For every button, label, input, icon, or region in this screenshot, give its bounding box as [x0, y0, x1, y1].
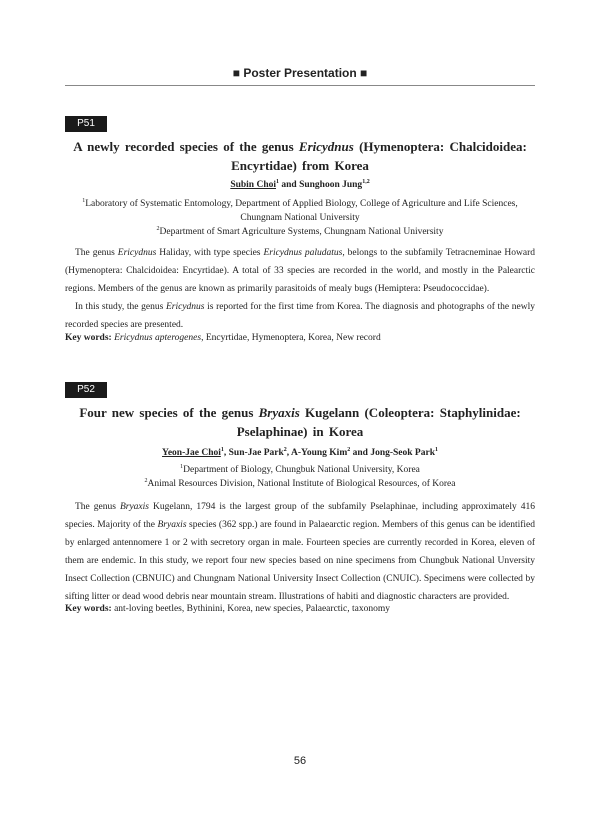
text: The genus [75, 502, 120, 512]
co-author: and Jong-Seok Park [350, 448, 435, 458]
keywords-p52 [65, 604, 535, 614]
text: The genus [75, 248, 118, 258]
keywords-label: Key words: [65, 333, 115, 343]
co-author: and Sunghoon Jung [279, 180, 363, 190]
title-genus: Bryaxis [258, 405, 300, 420]
header-rule [65, 85, 535, 86]
abstract-badge-p51: P51 [65, 116, 107, 132]
abstract-body-p51 [65, 244, 535, 334]
affil-mark: 1 [180, 463, 184, 470]
affiliation-2-p51 [65, 225, 535, 239]
title-text: Kugelann (Coleoptera: Staphylinidae: Pselaphinae) in Korea [236, 405, 521, 439]
species-name: Ericydnus paludatus [263, 248, 343, 258]
abstract-title-p51 [65, 137, 535, 175]
title-text: A newly recorded species of the genus [73, 139, 299, 154]
author-affil-mark: 2 [283, 446, 287, 453]
title-text: (Hymenoptera: Chalcidoidea: Encyrtidae) from Korea [231, 139, 527, 173]
keywords-text: ant-loving beetles, Bythinini, Korea, new species, Palaearctic, taxonomy [114, 604, 391, 614]
keyword-species: Ericydnus apterogenes [114, 333, 202, 343]
running-header: ■ Poster Presentation ■ [232, 66, 368, 80]
text: Kugelann, 1794 is the largest group of the subfamily Pselaphinae, including approximately 416 species. Majority of the [65, 502, 535, 530]
text: In this study, the genus [75, 302, 166, 312]
author-affil-mark: 1 [276, 178, 279, 185]
affil-text: Department of Smart Agriculture Systems, Chungnam National University [159, 227, 444, 237]
paragraph [65, 498, 535, 606]
abstract-badge-p52: P52 [65, 382, 107, 398]
genus-name: Ericydnus [117, 248, 157, 258]
author-affil-mark: 1 [434, 446, 438, 453]
affil-mark: 2 [144, 477, 148, 484]
affil-mark: 1 [82, 197, 86, 204]
affil-text: Animal Resources Division, National Institute of Biological Resources, of Korea [147, 479, 456, 489]
paragraph [65, 244, 535, 298]
author-affil-mark: 1 [220, 446, 224, 453]
co-author: , A-Young Kim [286, 448, 348, 458]
co-author: , Sun-Jae Park [223, 448, 284, 458]
genus-name: Bryaxis [157, 520, 187, 530]
affiliation-1-p52 [65, 463, 535, 477]
title-genus: Ericydnus [298, 139, 354, 154]
presenting-author: Yeon-Jae Choi [162, 448, 221, 458]
page-number: 56 [293, 755, 307, 767]
presenting-author: Subin Choi [230, 180, 276, 190]
author-affil-mark: 2 [347, 446, 351, 453]
affil-text: Laboratory of Systematic Entomology, Department of Applied Biology, College of Agriculture and Life Sciences, Chungnam National University [85, 199, 518, 223]
affiliation-1-p51 [65, 197, 535, 225]
text: , belongs to the subfamily Tetracneminae Howard (Hymenoptera: Chalcidoidea: Encyrtidae). A total of 33 species are recorded in the world, and mostly in the Palearctic regions. Members of the genus are known as primarily parasitoids of mealy bugs (Hemiptera: Pseudococcidae). [65, 248, 536, 294]
paragraph [65, 298, 535, 334]
author-affil-mark: 1,2 [362, 178, 370, 185]
affil-mark: 2 [156, 225, 160, 232]
text: is reported for the first time from Korea. The diagnosis and photographs of the newly recorded species are presented. [65, 302, 535, 330]
title-text: Four new species of the genus [79, 405, 259, 420]
author-list-p52 [65, 448, 535, 458]
abstract-title-p52 [65, 403, 535, 441]
affil-text: Department of Biology, Chungbuk National University, Korea [183, 465, 420, 475]
author-list-p51 [65, 180, 535, 190]
text: species (362 spp.) are found in Palaearctic region. Members of this genus can be identified by enlarged antennomere 1 or 2 with secretory organ in male. Fourteen species are currently recorded in Korea, eleven of them are endemic. In this study, we report four new species based on nine specimens from Chungbuk National Unversity Insect Collection (CBNUIC) and Chungnam National University Insect Collection (CNUIC). Specimens were collected by sifting litter or dead wood debris near mountain stream. Illustrations of habiti and diagnostic characters are provided. [65, 520, 536, 602]
keywords-p51 [65, 333, 535, 343]
abstract-body-p52 [65, 498, 535, 606]
keywords-label: Key words: [65, 604, 115, 614]
text: Haliday, with type species [156, 248, 264, 258]
keywords-text: , Encyrtidae, Hymenoptera, Korea, New record [201, 333, 381, 343]
genus-name: Ericydnus [165, 302, 205, 312]
affiliation-2-p52 [65, 477, 535, 491]
genus-name: Bryaxis [119, 502, 149, 512]
